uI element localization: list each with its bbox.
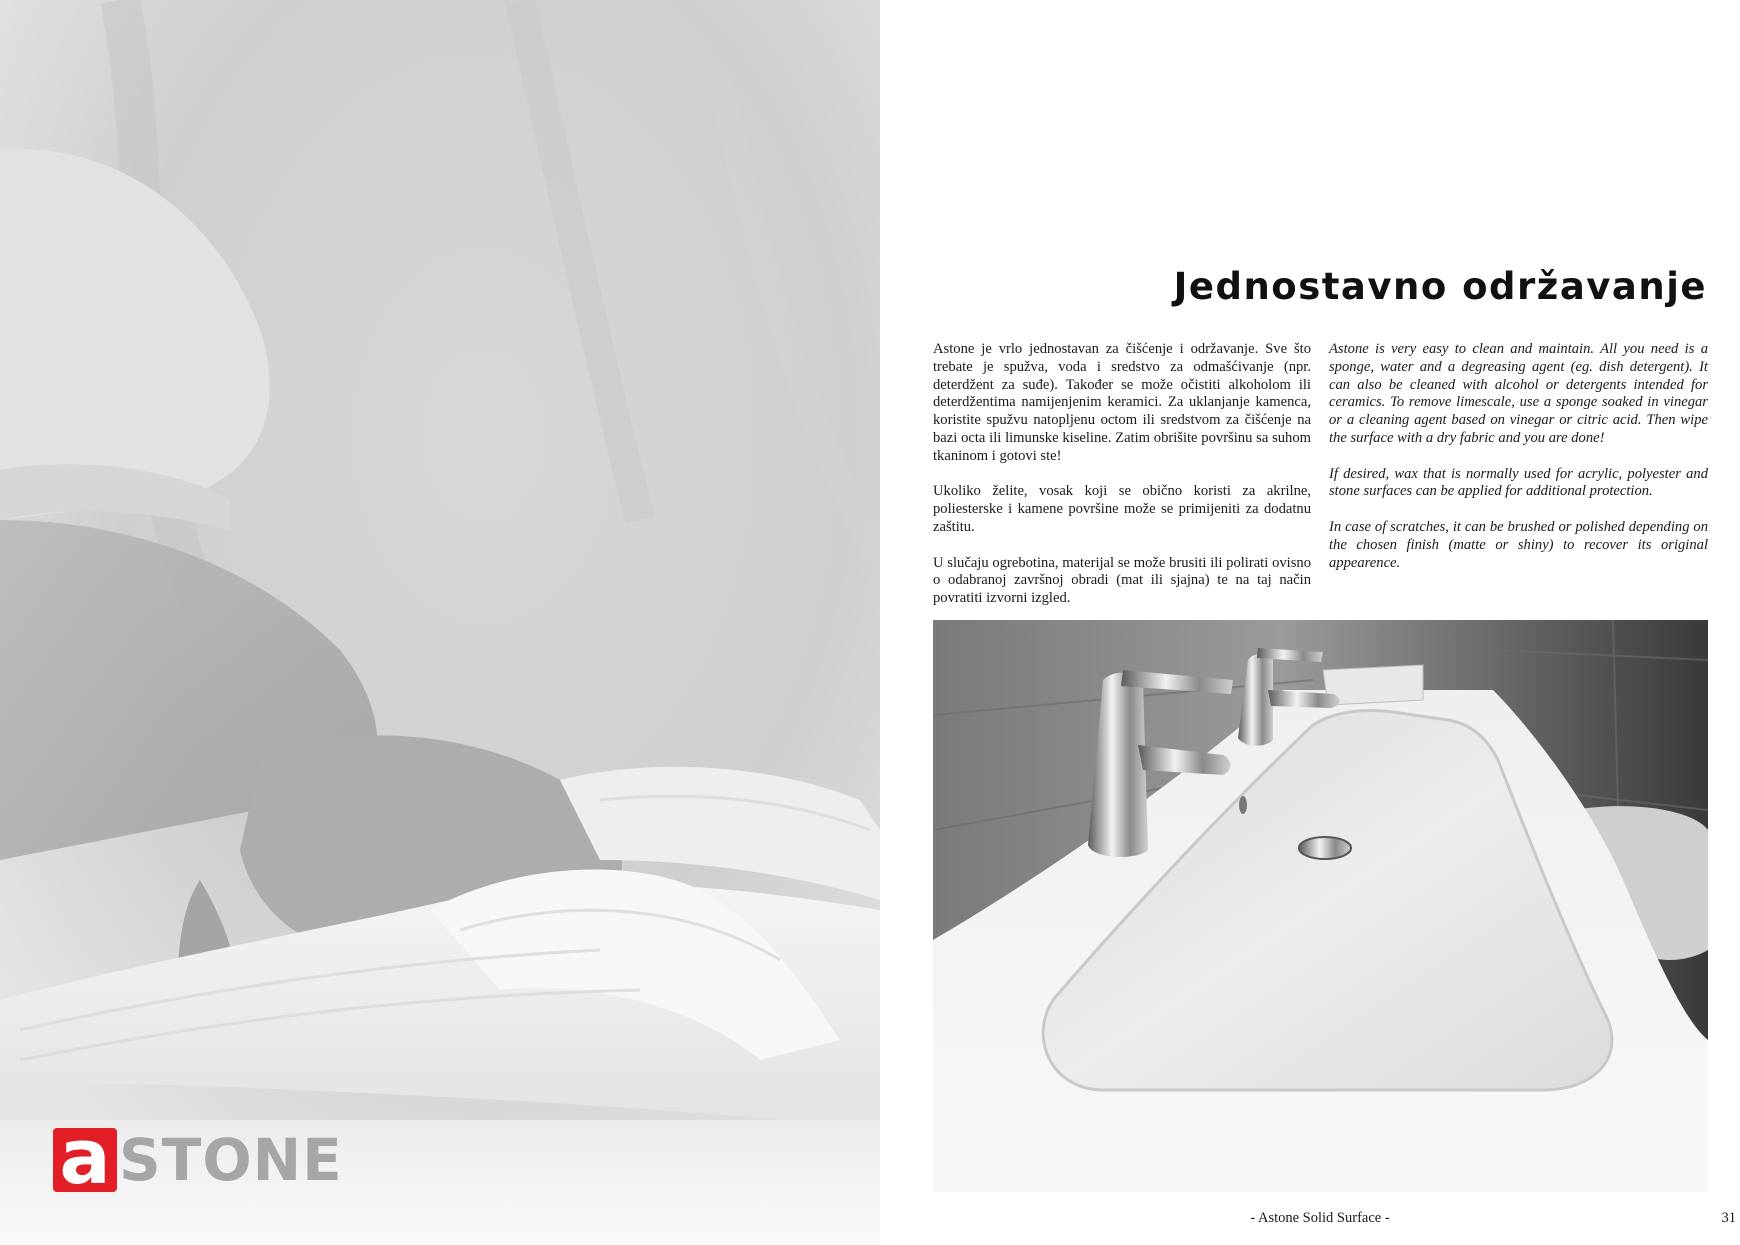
croatian-paragraph: Ukoliko želite, vosak koji se obično koristi za akrilne, poliesterske i kamene površine može se primijeniti za dodatnu zaštitu. (933, 483, 1311, 535)
croatian-paragraph: Astone je vrlo jednostavan za čišćenje i održavanje. Sve što trebate je spužva, voda i sredstvo za odmašćivanje (npr. deterdžent za suđe). Također se može očistiti alkoholom ili deterdžentima namijenjenim keramici. Za uklanjanje kamenca, koristite spužvu natopljenu octom ili sredstvom za čišćenje na bazi octa ili limunske kiseline. Zatim obrišite površinu sa suhom tkaninom i gotovi ste! (933, 341, 1311, 464)
croatian-paragraph: U slučaju ogrebotina, materijal se može brusiti ili polirati ovisno o odabranoj završnoj obradi (mat ili sjajna) te na taj način povratiti izvorni izgled. (933, 554, 1311, 607)
english-paragraph: In case of scratches, it can be brushed or polished depending on the chosen finish (matte or shiny) to recover its original appearence. (1329, 518, 1708, 571)
page-title: Jednostavno održavanje (1173, 265, 1707, 308)
washbasin-illustration (933, 620, 1708, 1192)
astone-logo (53, 1128, 343, 1192)
logo-mark: a (53, 1128, 117, 1192)
english-paragraph: If desired, wax that is normally used for acrylic, polyester and stone surfaces can be applied for additional protection. (1329, 465, 1708, 500)
logo-wordmark: STONE (119, 1126, 343, 1194)
english-paragraph: Astone is very easy to clean and maintain. All you need is a sponge, water and a degreasing agent (eg. dish detergent). It can also be cleaned with alcohol or detergents intended for ceramics. To remove limescale, use a sponge soaked in vinegar or a cleaning agent based on vinegar or citric acid. Then wipe the surface with a dry fabric and you are done! (1329, 341, 1708, 446)
page-number: 31 (1721, 1210, 1736, 1226)
washbasin-photo (933, 620, 1708, 1192)
english-text-column (1329, 341, 1708, 590)
croatian-text-column (933, 341, 1311, 626)
footer-brand-label: - Astone Solid Surface - (1250, 1210, 1390, 1226)
